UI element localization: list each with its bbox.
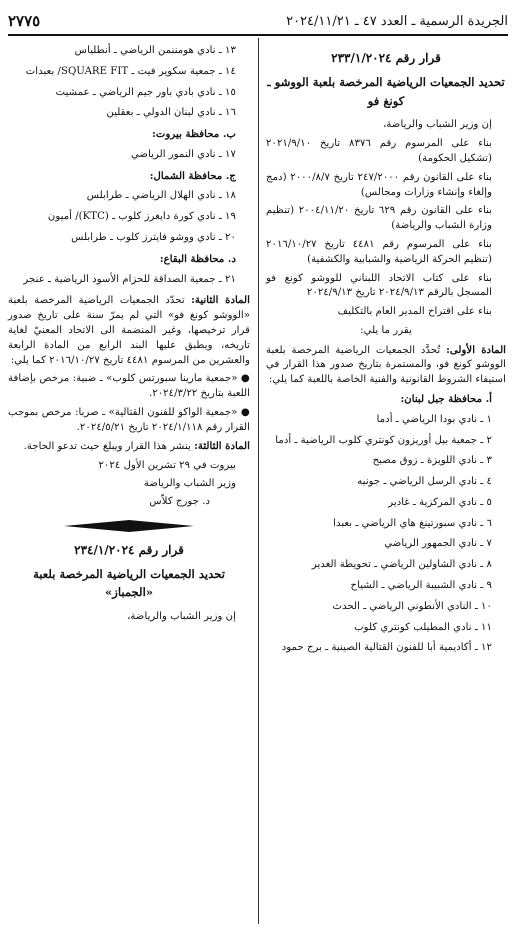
- decision-title: قرار رقم ٢٣٤/١/٢٠٢٤: [74, 542, 184, 557]
- article-label: المادة الأولى:: [446, 343, 507, 356]
- article-text: تُحدَّد الجمعيات الرياضية المرخصة بلعبة الووشو كونغ فو، والمستمرة بتاريخ صدور هذا القرار في استيفاء الشروط القانونية والفنية الخاصة باللعبة كما يلي:: [266, 344, 506, 386]
- signature-title: وزير الشباب والرياضة: [143, 477, 236, 489]
- section-heading: ج. محافظة الشمال:: [149, 169, 236, 182]
- decision-title: قرار رقم ٢٣٣/١/٢٠٢٤: [331, 51, 441, 65]
- list-item: ١٣ ـ نادي هومننمن الرياضي ـ أنطلياس: [74, 45, 236, 56]
- basis-item: بناء على اقتراح المدير العام بالتكليف: [337, 306, 492, 318]
- bullet-item: [8, 406, 250, 436]
- list-item: ٤ ـ نادي الرسل الرياضي ـ جونيه: [357, 476, 492, 488]
- list-item: ١٩ ـ نادي كورة دايغرز كلوب ـ (KTC)/ أميون: [47, 211, 236, 223]
- list-item: ٧ ـ نادي الجمهور الرياضي: [384, 538, 492, 550]
- diamond-rule-icon: [64, 520, 194, 532]
- list-item: ٦ ـ نادي سبورتينغ هاي الرياضي ـ بعبدا: [333, 517, 492, 529]
- article-text: ينشر هذا القرار ويبلغ حيث تدعو الحاجة.: [23, 441, 191, 453]
- section-heading: ب. محافظة بيروت:: [152, 128, 236, 141]
- article-one: [266, 343, 506, 388]
- signature-name: د. جورج كلاّس: [149, 495, 210, 507]
- ornament-separator: [8, 518, 250, 534]
- left-column: [8, 44, 250, 629]
- basis-item: بناء على كتاب الاتحاد اللبناني للووشو كونغ فو المسجل بالرقم ٢٠٢٤/٩/١٣ تاريخ ٢٠٢٤/٩/١٣: [266, 272, 492, 299]
- list-item: ١٤ ـ جمعية سكوير فيت ـ SQUARE FIT/ بعبدات: [25, 65, 236, 77]
- header-rule: [8, 34, 508, 36]
- bullet-text: «جمعية مارينا سبورتس كلوب» ـ ضبية: مرخص بإضافة اللعبة بتاريخ ٢٠٢٤/٣/٢٢.: [8, 373, 250, 400]
- decision-heading: تحديد الجمعيات الرياضية المرخصة بلعبة الووشو ـ كونغ فو: [267, 75, 505, 108]
- list-item: ٢١ ـ جمعية الصداقة للحزام الأسود الرياضية ـ عنجر: [23, 273, 236, 285]
- list-item: ١٧ ـ نادي النمور الرياضي: [130, 148, 236, 160]
- signature-place-date: بيروت في ٢٩ تشرين الأول ٢٠٢٤: [98, 460, 236, 472]
- page-number: ٢٧٧٥: [8, 12, 41, 30]
- section-heading: أ. محافظة جبل لبنان:: [400, 392, 492, 405]
- article-text: تحدّد الجمعيات الرياضية المرخصة بلعبة «الووشو كونغ فو» التي لم يمرّ سنة على تاريخ صدور قرار ترخيصها، وغير المنضمة الى الاتحاد المعنيّ لغاية تاريخه، ويطبق عليها البند الرابع من المادة الرابعة والعشرين من المرسوم ٤٤٨١ تاريخ ٢٠١٦/١٠/٢٧ كما يلي:: [8, 295, 250, 366]
- list-item: ٨ ـ نادي الشاولين الرياضي ـ تحويطة الغدير: [311, 559, 492, 571]
- bullet-icon: ●: [240, 406, 250, 418]
- list-item: ٥ ـ نادي المركزية ـ غادير: [388, 496, 492, 508]
- list-item: ١٦ ـ نادي لبنان الدولي ـ بعقلين: [106, 107, 236, 119]
- bullet-icon: ●: [240, 373, 250, 385]
- right-column: [266, 44, 506, 662]
- basis-item: بناء على المرسوم رقم ٨٣٧٦ تاريخ ٢٠٢١/٩/١٠ (تشكيل الحكومة): [266, 138, 492, 165]
- journal-header: الجريدة الرسمية ـ العدد ٤٧ ـ ٢٠٢٤/١١/٢١: [286, 13, 508, 29]
- basis-item: بناء على القانون رقم ٢٤٧/٢٠٠٠ تاريخ ٢٠٠٠/٨/٧ (دمج وإلغاء وإنشاء وزارات ومجالس): [266, 171, 492, 198]
- decision-heading: تحديد الجمعيات الرياضية المرخصة بلعبة «الجمباز»: [33, 566, 225, 600]
- list-item: ٣ ـ نادي اللويزة ـ زوق مصبح: [372, 455, 492, 467]
- list-item: ٢٠ ـ نادي ووشو فايترز كلوب ـ طرابلس: [71, 232, 236, 244]
- article-label: المادة الثانية:: [191, 294, 250, 307]
- decides-line: يقرر ما يلي:: [360, 324, 412, 336]
- list-item: ١٢ ـ أكاديمية أبا للفنون القتالية الصينية ـ برج حمود: [281, 642, 492, 654]
- list-item: ١٥ ـ نادي بادي باور جيم الرياضي ـ عمشيت: [55, 86, 236, 98]
- list-item: ٩ ـ نادي الشبيبة الرياضي ـ الشياح: [350, 580, 492, 592]
- article-label: المادة الثالثة:: [194, 440, 250, 453]
- list-item: ١١ ـ نادي المطيلب كونتري كلوب: [354, 621, 492, 633]
- list-item: ١ ـ نادي بودا الرياضي ـ أدما: [376, 413, 492, 425]
- article-two: [8, 293, 250, 368]
- list-item: ١٨ ـ نادي الهلال الرياضي ـ طرابلس: [86, 190, 236, 202]
- basis-item: بناء على المرسوم رقم ٤٤٨١ تاريخ ٢٠١٦/١٠/٢٧ (تنظيم الحركة الرياضية والشبابية والكشفية): [266, 238, 492, 265]
- article-three: [8, 439, 250, 455]
- bullet-text: «جمعية الواكو للفنون القتالية» ـ صربا: مرخص بموجب القرار رقم ٢٠٢٤/١/١١٨ تاريخ ٢٠٢٤/٥/٢١.: [8, 406, 250, 433]
- minister-intro: إن وزير الشباب والرياضة،: [383, 119, 492, 131]
- minister-intro: إن وزير الشباب والرياضة،: [127, 611, 236, 623]
- list-item: ٢ ـ جمعية بيل أوريزون كونتري كلوب الرياضية ـ أدما: [275, 434, 492, 446]
- column-divider: [258, 38, 259, 924]
- section-heading: د. محافظة البقاع:: [159, 252, 236, 265]
- list-item: ١٠ ـ النادي الأنطوني الرياضي ـ الحدث: [332, 600, 492, 612]
- page-header: [8, 10, 508, 32]
- bullet-item: [8, 372, 250, 402]
- basis-item: بناء على القانون رقم ٦٢٩ تاريخ ٢٠٠٤/١١/٢٠ (تنظيم وزارة الشباب والرياضة): [266, 205, 492, 232]
